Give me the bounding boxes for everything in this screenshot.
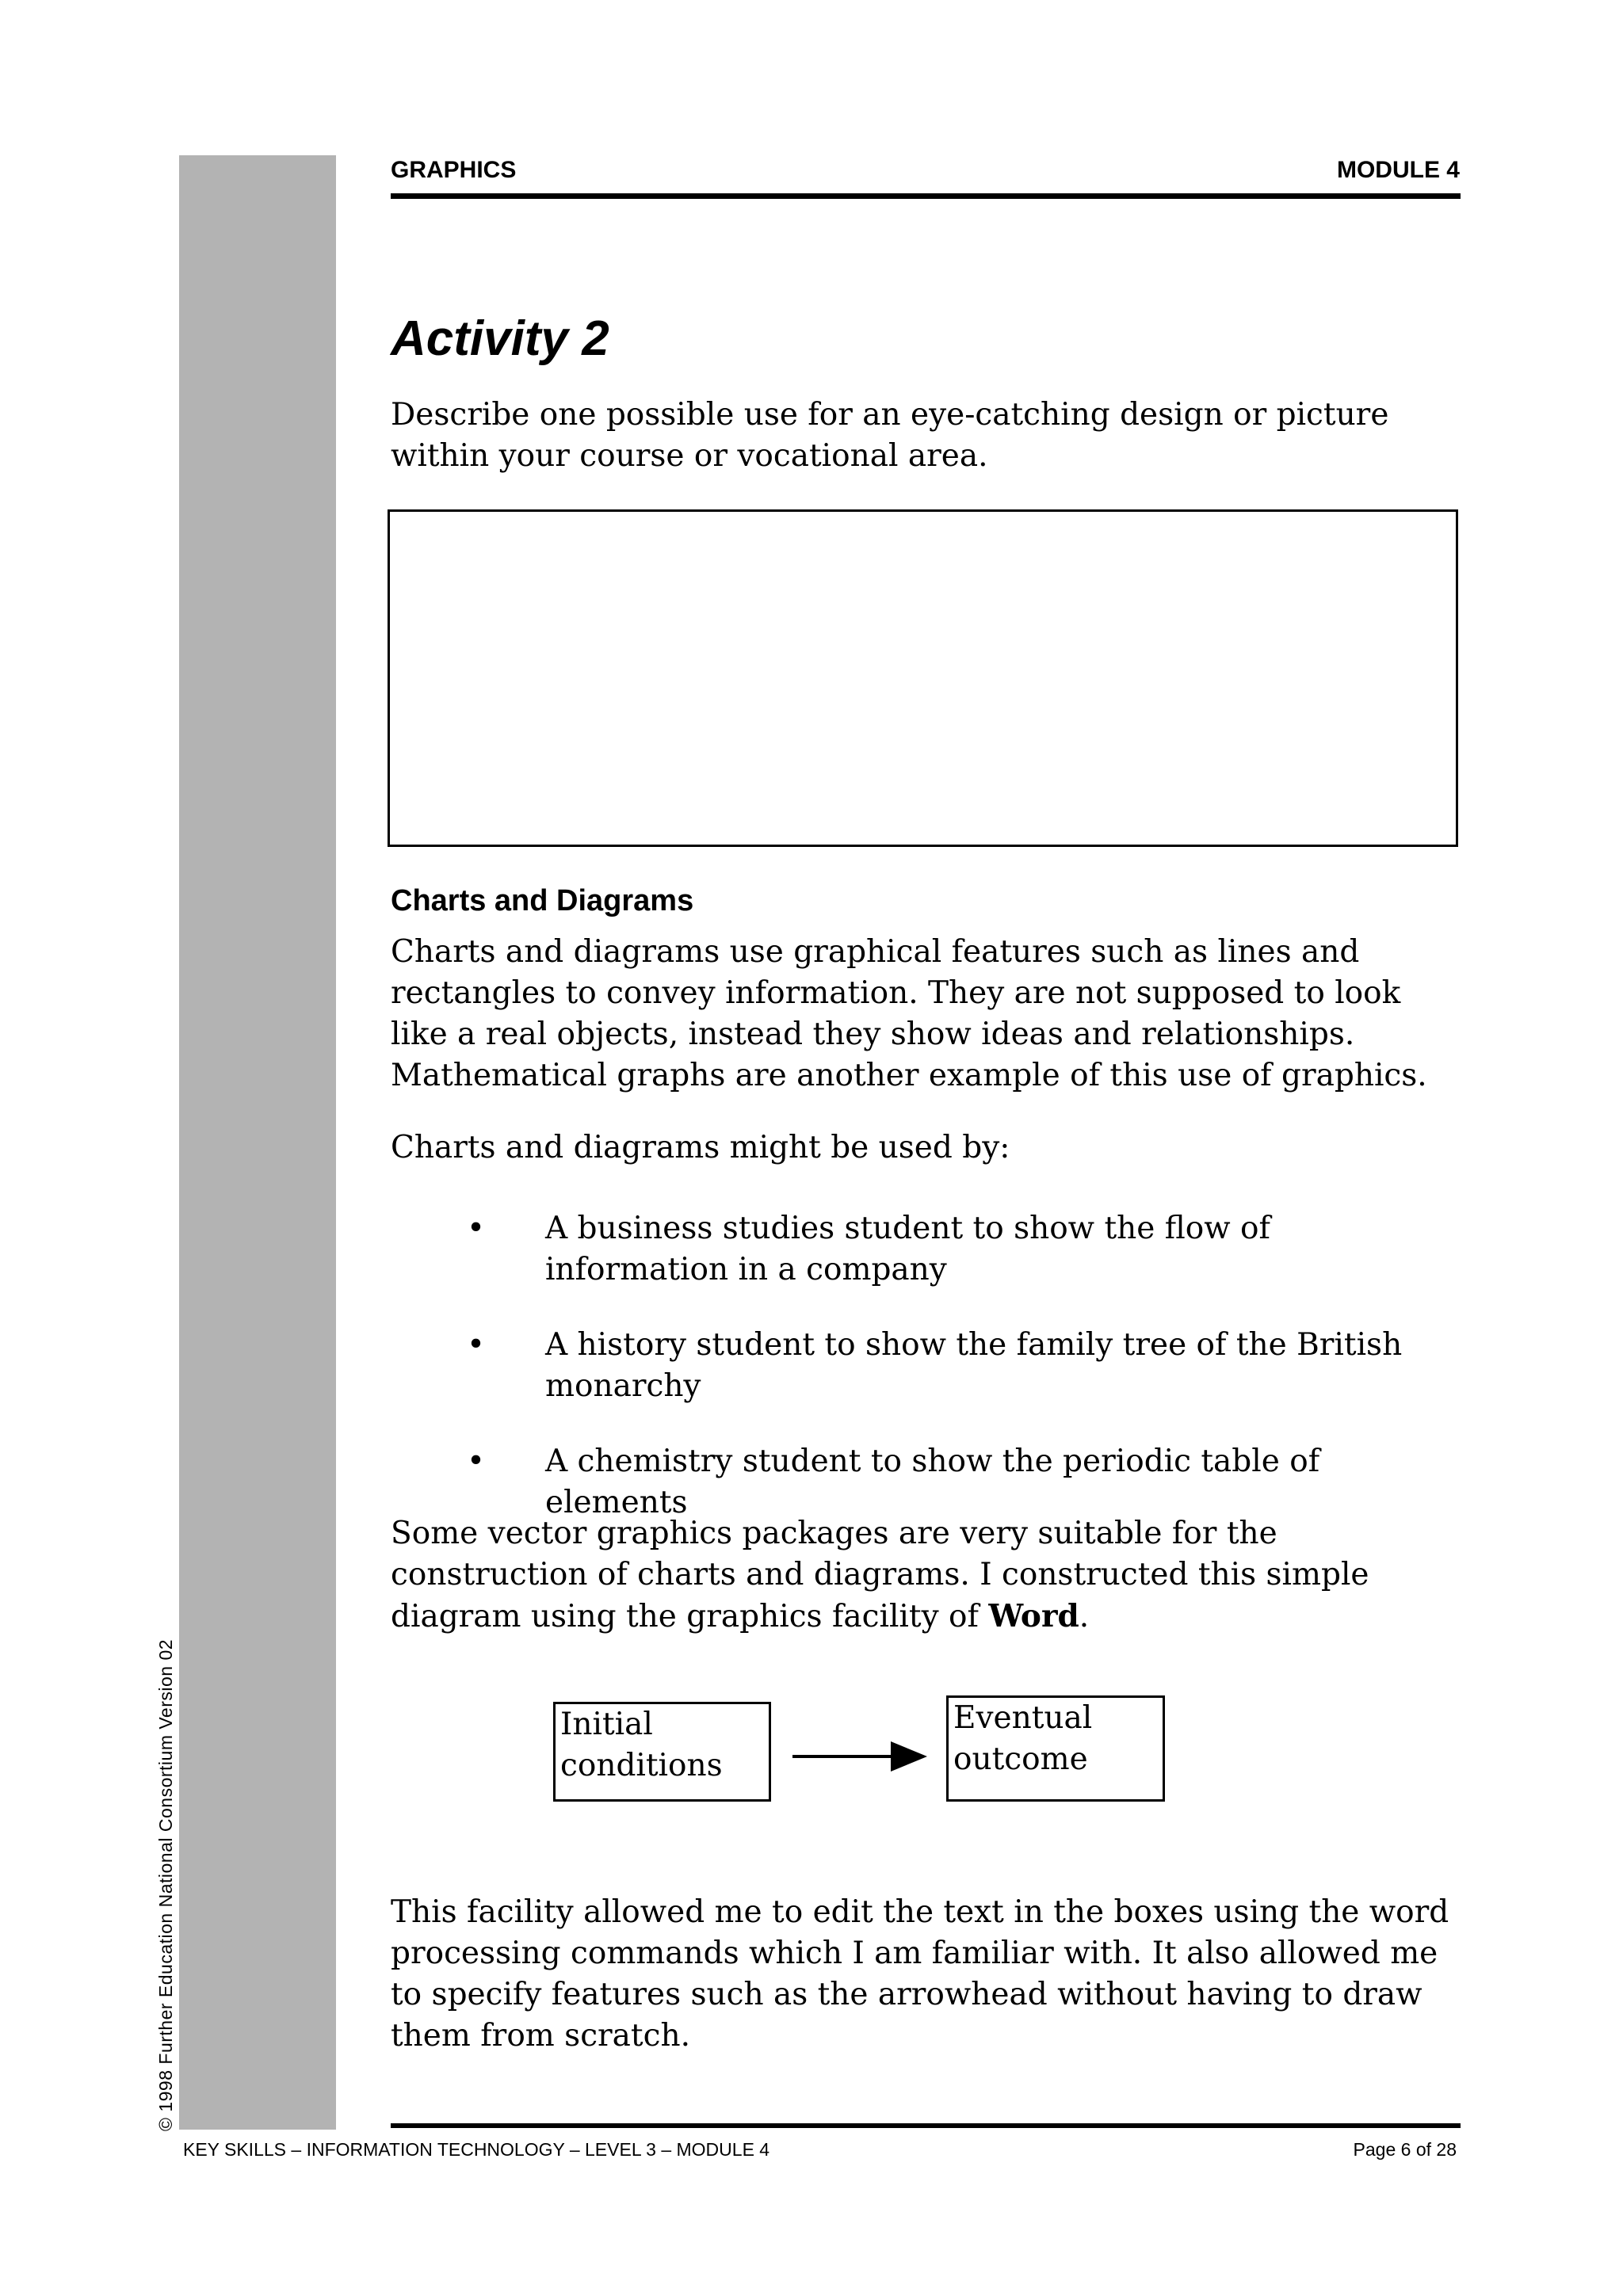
vector-graphics-paragraph bbox=[391, 1513, 1457, 1638]
diagram-box-eventual-outcome bbox=[946, 1695, 1165, 1802]
uses-list bbox=[391, 1208, 1457, 1558]
uses-lead-paragraph: Charts and diagrams might be used by: bbox=[391, 1130, 1010, 1165]
list-item-text: A history student to show the family tree of the British monarchy bbox=[545, 1327, 1403, 1404]
margin-bar bbox=[179, 155, 336, 2130]
bullet-icon: • bbox=[467, 1444, 486, 1479]
list-item bbox=[391, 1208, 1457, 1291]
activity-title: Activity 2 bbox=[391, 311, 609, 366]
bullet-icon: • bbox=[467, 1211, 486, 1246]
header-section-title: GRAPHICS bbox=[391, 157, 517, 183]
intro-paragraph: Charts and diagrams use graphical features such as lines and rectangles to convey information. They are not supposed to look like a real objects, instead they show ideas and relationships. Mathematical graphs are another example of this use of graphics. bbox=[391, 934, 1427, 1093]
diagram-box-line: Initial bbox=[560, 1707, 653, 1742]
answer-box[interactable] bbox=[388, 509, 1458, 847]
diagram-box-line: Eventual bbox=[953, 1700, 1093, 1736]
footer-course-title: KEY SKILLS – INFORMATION TECHNOLOGY – LEVEL 3 – MODULE 4 bbox=[183, 2139, 770, 2160]
header-divider bbox=[391, 193, 1461, 199]
footer-page-number: Page 6 of 28 bbox=[1353, 2139, 1457, 2160]
copyright-notice: © 1998 Further Education National Consortium Version 02 bbox=[155, 1638, 176, 2131]
sentence-period: . bbox=[1079, 1599, 1090, 1634]
vector-graphics-text: Some vector graphics packages are very suitable for the construction of charts and diagrams. I constructed this simple diagram using the graphics facility of bbox=[391, 1516, 1369, 1634]
arrow-right-icon bbox=[792, 1737, 929, 1776]
word-app-name: Word bbox=[988, 1598, 1079, 1634]
list-item bbox=[391, 1441, 1457, 1524]
closing-paragraph: This facility allowed me to edit the text in the boxes using the word processing commands which I am familiar with. It also allowed me to specify features such as the arrowhead without having to draw them from scratch. bbox=[391, 1894, 1449, 2054]
section-heading: Charts and Diagrams bbox=[391, 884, 694, 917]
bullet-icon: • bbox=[467, 1327, 486, 1363]
activity-prompt: Describe one possible use for an eye-catching design or picture within your course or vocational area. bbox=[391, 397, 1389, 474]
footer-divider bbox=[391, 2123, 1461, 2128]
diagram-box-initial-conditions bbox=[553, 1702, 771, 1802]
list-item-text: A chemistry student to show the periodic table of elements bbox=[545, 1444, 1320, 1520]
diagram-box-line: outcome bbox=[953, 1741, 1088, 1777]
diagram-box-line: conditions bbox=[560, 1748, 723, 1783]
header-module-label: MODULE 4 bbox=[1336, 157, 1460, 183]
list-item-text: A business studies student to show the flow of information in a company bbox=[545, 1211, 1270, 1287]
list-item bbox=[391, 1325, 1457, 1407]
